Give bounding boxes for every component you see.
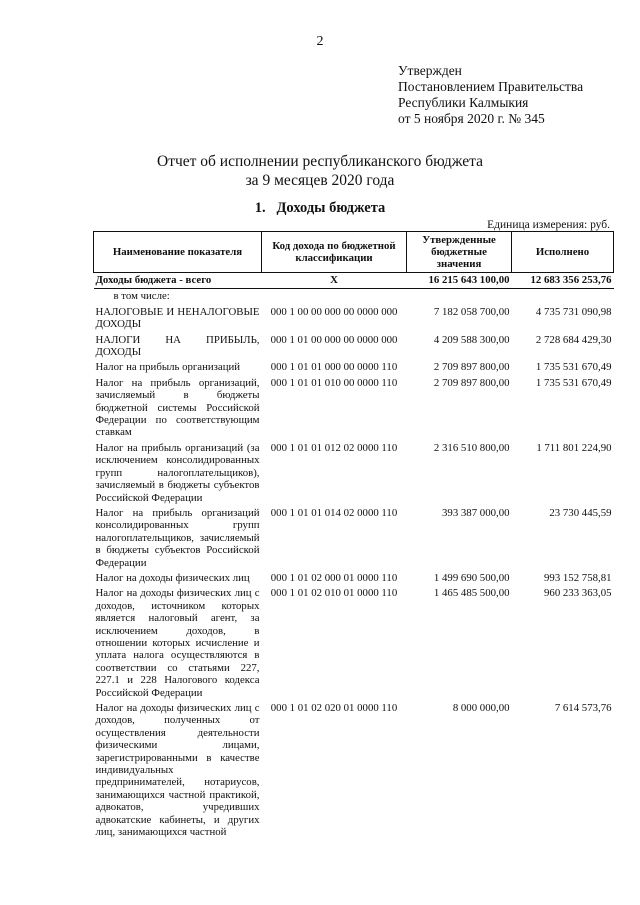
row-name: НАЛОГИ НА ПРИБЫЛЬ, ДОХОДЫ — [95, 333, 260, 359]
row-approved: 393 387 000,00 — [442, 506, 510, 519]
row-executed: 993 152 758,81 — [544, 571, 612, 584]
row-code: 000 1 00 00 000 00 0000 000 — [270, 305, 398, 318]
total-name: Доходы бюджета - всего — [94, 273, 262, 289]
row-executed: 960 233 363,05 — [544, 587, 612, 600]
row-approved: 2 316 510 800,00 — [433, 441, 510, 454]
report-title — [0, 152, 640, 190]
row-approved: 4 209 588 300,00 — [433, 333, 510, 346]
subheading-row — [94, 289, 614, 305]
total-row — [94, 273, 614, 289]
row-name: Налог на прибыль организаций консолидированных групп налогоплательщиков, зачисляемый в бюджеты субъектов Российской Федерации — [95, 506, 260, 569]
row-approved: 7 182 058 700,00 — [433, 305, 510, 318]
section-heading: 1. Доходы бюджета — [254, 200, 386, 216]
approval-stamp — [398, 63, 583, 127]
row-name: Налог на доходы физических лиц с доходов, источником которых является налоговый агент, за исключением доходов, в отношении которых исчисление и уплата налога осуществляются в соответствии со статьями 227, 227.1 и 228 Налогового кодекса Российской Федерации — [95, 587, 260, 699]
table-row — [94, 506, 614, 571]
header-approved: Утвержденные бюджетные значения — [407, 232, 512, 273]
row-executed: 1 735 531 670,49 — [535, 376, 612, 389]
row-approved: 2 709 897 800,00 — [433, 376, 510, 389]
table-row — [94, 441, 614, 506]
row-executed: 4 735 731 090,98 — [535, 305, 612, 318]
report-title-line-2: за 9 месяцев 2020 года — [245, 172, 395, 189]
header-name: Наименование показателя — [94, 232, 262, 273]
approval-line-4: от 5 ноября 2020 г. № 345 — [398, 111, 545, 126]
table-row — [94, 333, 614, 361]
row-code: 000 1 01 01 010 00 0000 110 — [270, 376, 398, 389]
row-code: 000 1 01 02 010 01 0000 110 — [270, 587, 398, 600]
row-approved: 1 499 690 500,00 — [433, 571, 510, 584]
total-approved: 16 215 643 100,00 — [407, 273, 512, 289]
row-approved: 8 000 000,00 — [452, 702, 510, 714]
table-row — [94, 305, 614, 333]
row-executed: 7 614 573,76 — [554, 702, 612, 714]
table-row — [94, 376, 614, 441]
row-name: Налог на прибыль организаций (за исключением консолидированных групп налогоплательщиков), зачисляемый в бюджеты субъектов Российской Федерации — [95, 441, 260, 504]
row-code: 000 1 01 01 014 02 0000 110 — [270, 506, 398, 519]
table-row — [94, 586, 614, 701]
subheading-label: в том числе: — [113, 290, 170, 303]
row-approved: 2 709 897 800,00 — [433, 361, 510, 374]
total-executed: 12 683 356 253,76 — [512, 273, 614, 289]
row-code: 000 1 01 01 000 00 0000 110 — [270, 361, 398, 374]
row-executed: 1 735 531 670,49 — [535, 361, 612, 374]
approval-line-3: Республики Калмыкия — [398, 95, 529, 110]
table-header-row — [94, 232, 614, 273]
row-executed: 23 730 445,59 — [549, 506, 612, 519]
table-row — [94, 571, 614, 586]
row-code: 000 1 01 02 000 01 0000 110 — [270, 571, 398, 584]
row-name: Налог на доходы физических лиц — [95, 571, 250, 584]
row-code: 000 1 01 01 012 02 0000 110 — [270, 441, 398, 454]
row-name: НАЛОГОВЫЕ И НЕНАЛОГОВЫЕ ДОХОДЫ — [95, 305, 260, 331]
approval-line-2: Постановлением Правительства — [398, 79, 584, 94]
row-name: Налог на прибыль организаций — [95, 361, 241, 374]
unit-label: Единица измерения: руб. — [487, 219, 610, 231]
row-name: Налог на прибыль организаций, зачисляемый в бюджеты бюджетной системы Российской Федерации по соответствующим ставкам — [95, 376, 260, 439]
header-executed: Исполнено — [512, 232, 614, 273]
report-title-line-1: Отчет об исполнении республиканского бюджета — [157, 153, 483, 170]
revenue-table — [93, 231, 614, 840]
row-code: 000 1 01 02 020 01 0000 110 — [270, 702, 398, 714]
row-approved: 1 465 485 500,00 — [433, 587, 510, 600]
header-code: Код дохода по бюджетной классификации — [262, 232, 407, 273]
row-executed: 1 711 801 224,90 — [536, 441, 612, 454]
page-number: 2 — [316, 34, 324, 49]
table-row — [94, 360, 614, 375]
row-code: 000 1 01 00 000 00 0000 000 — [270, 333, 398, 346]
row-executed: 2 728 684 429,30 — [535, 333, 612, 346]
row-name: Налог на доходы физических лиц с доходов, полученных от осуществления деятельности физическими лицами, зарегистрированными в качестве индивидуальных предпринимателей, нотариусов, занимающихся частной практикой, адвокатов, учредивших адвокатские кабинеты, и других лиц, занимающихся частной — [95, 702, 260, 839]
total-code: X — [262, 273, 407, 289]
table-row — [94, 701, 614, 840]
approval-line-1: Утвержден — [398, 63, 462, 78]
